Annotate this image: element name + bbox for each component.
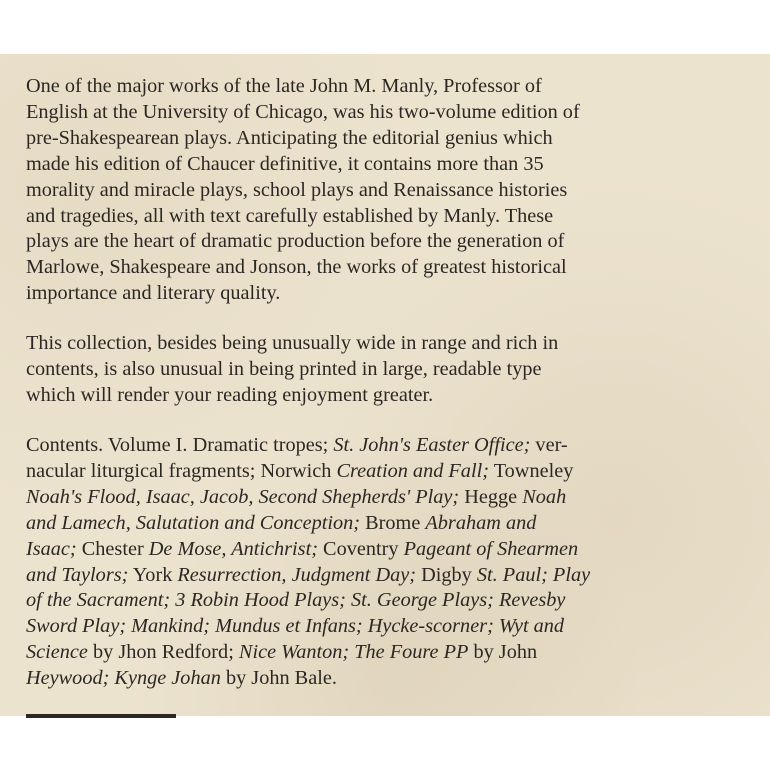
text-line: contents, is also unusual in being printed in large, readable type [26, 357, 542, 380]
text-line [26, 459, 738, 485]
text-run: Brome [360, 511, 426, 534]
italic-title-text: of the Sacrament; 3 Robin Hood Plays; St. George Plays; Revesby [26, 589, 566, 612]
text-line [26, 666, 738, 692]
text-line: plays are the heart of dramatic production before the generation of [26, 230, 565, 253]
paragraph-intro [26, 74, 738, 307]
text-line [26, 614, 738, 640]
cropped-next-line [26, 712, 186, 720]
text-line: pre-Shakespearean plays. Anticipating the editorial genius which [26, 126, 553, 149]
italic-title-text: Science [26, 641, 88, 664]
text-run: Towneley [488, 459, 574, 482]
text-line [26, 433, 738, 459]
paragraph-collection [26, 331, 738, 409]
text-line: made his edition of Chaucer definitive, it contains more than 35 [26, 152, 544, 175]
text-run: Coventry [317, 537, 404, 560]
text-line [26, 485, 738, 511]
text-line: and tragedies, all with text carefully established by Manly. These [26, 204, 554, 227]
text-run: by John [468, 641, 538, 664]
text-run: by John Bale. [220, 667, 337, 690]
text-run: ver- [530, 434, 568, 456]
paragraph-contents [26, 433, 738, 692]
text-line [26, 563, 738, 589]
text-run: Chester [76, 537, 149, 560]
italic-title-text: Abraham and [425, 511, 537, 534]
italic-title-text: Noah [522, 485, 567, 508]
text-run: Digby [416, 563, 477, 586]
italic-title-text: Sword Play; Mankind; Mundus et Infans; Hycke-scorner; Wyt and [26, 615, 565, 638]
text-line: English at the University of Chicago, was his two-volume edition of [26, 100, 580, 123]
text-line: which will render your reading enjoyment greater. [26, 383, 434, 406]
text-line: Marlowe, Shakespeare and Jonson, the works of greatest historical [26, 256, 567, 279]
italic-title-text: Creation and Fall; [336, 459, 489, 482]
italic-title-text: Isaac; [26, 537, 77, 560]
italic-title-text: Resurrection, Judgment Day; [177, 563, 417, 586]
italic-title-text: De Mose, Antichrist; [148, 537, 318, 560]
italic-title-text: Pageant of Shearmen [403, 537, 579, 560]
text-line: One of the major works of the late John M. Manly, Professor of [26, 75, 542, 97]
text-run: York [128, 563, 178, 586]
italic-title-text: St. John's Easter Office; [333, 434, 531, 456]
italic-title-text: St. Paul; Play [476, 563, 591, 586]
text-line: importance and literary quality. [26, 282, 281, 305]
text-line [26, 640, 738, 666]
text-run: nacular liturgical fragments; Norwich [26, 459, 337, 482]
text-run: Contents. Volume I. Dramatic tropes; [26, 434, 334, 456]
text-line: morality and miracle plays, school plays and Renaissance histories [26, 178, 568, 201]
text-line [26, 511, 738, 537]
italic-title-text: Heywood; Kynge Johan [26, 667, 221, 690]
text-line [26, 588, 738, 614]
italic-title-text: Nice Wanton; The Foure PP [238, 641, 469, 664]
text-run: by Jhon Redford; [87, 641, 239, 664]
text-run: Hegge [459, 485, 523, 508]
italic-title-text: and Lamech, Salutation and Conception; [26, 511, 361, 534]
text-line [26, 537, 738, 563]
text-line: This collection, besides being unusually wide in range and rich in [26, 332, 559, 354]
italic-title-text: Noah's Flood, Isaac, Jacob, Second Shepherds' Play; [26, 485, 460, 508]
italic-title-text: and Taylors; [26, 563, 129, 586]
